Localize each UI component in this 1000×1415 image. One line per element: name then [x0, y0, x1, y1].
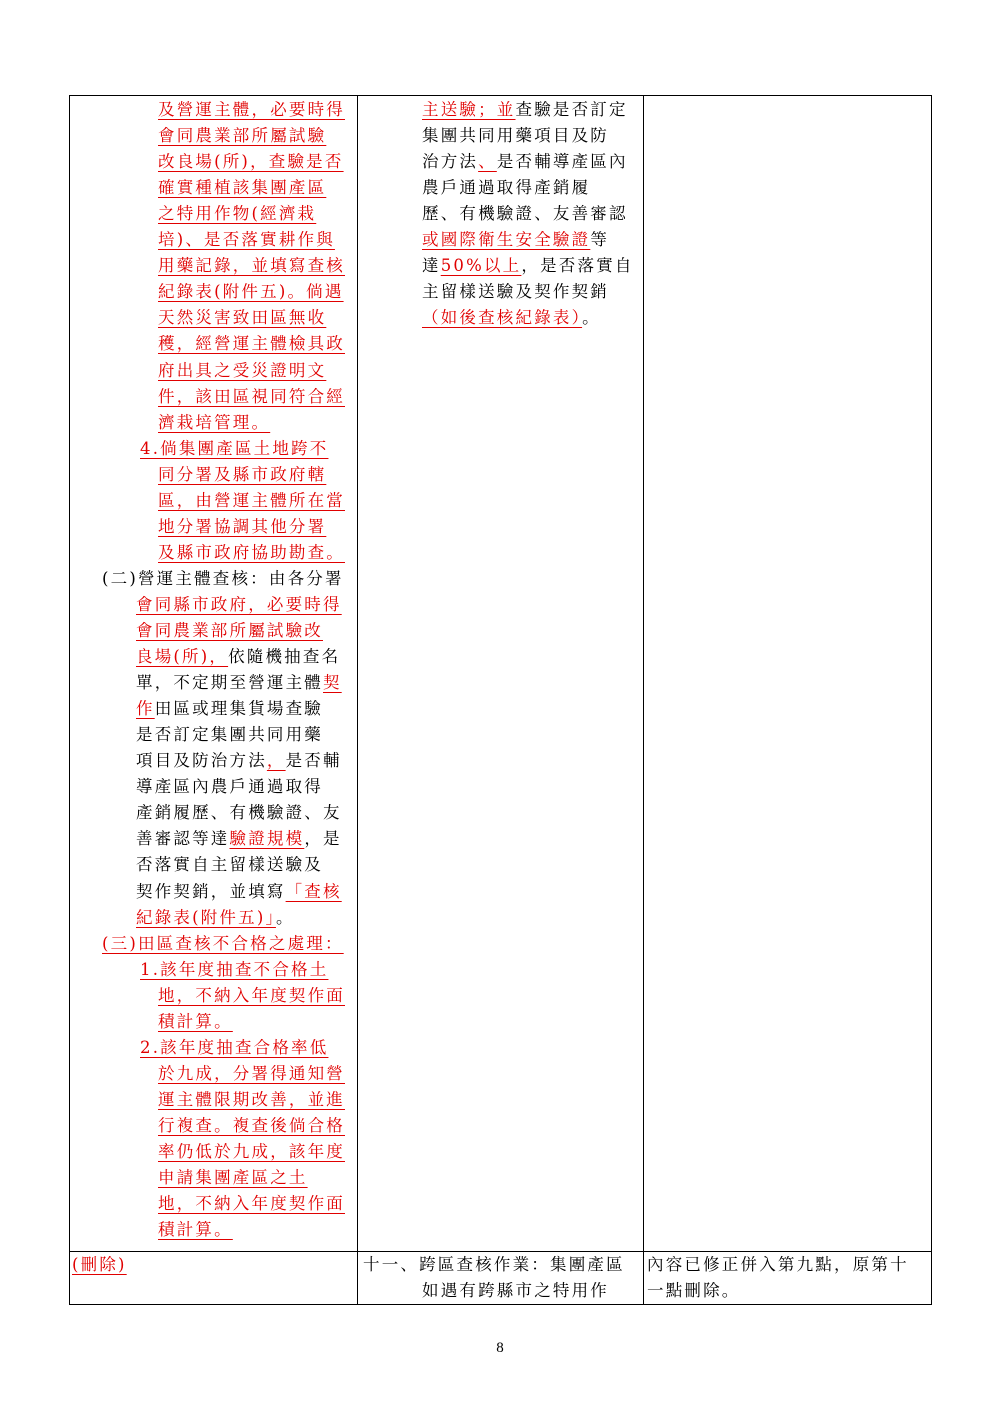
col2-line: [422, 227, 609, 253]
text: 如遇有跨縣市之特用作: [422, 1281, 609, 1300]
revised-text: (三)田區查核不合格之處理：: [102, 933, 344, 953]
revised-text: 及縣市政府協助勘查。: [158, 542, 345, 562]
row2-col3-line: [647, 1252, 909, 1278]
text: 查驗是否訂定: [515, 100, 628, 119]
col1-line: [158, 1139, 345, 1165]
col1-line: [158, 279, 344, 305]
revised-text: 契: [323, 673, 342, 693]
text: 契作契銷，並填寫: [136, 881, 286, 901]
text: (二)營運主體查核：由各分署: [102, 568, 344, 588]
col2-line: [422, 253, 634, 279]
revised-text: 培)、是否落實耕作與: [158, 230, 335, 250]
text: 主留樣送驗及契作契銷: [422, 282, 609, 302]
text: 善審認等達: [136, 829, 230, 849]
revised-text: 地分署協調其他分署: [158, 516, 327, 536]
text: 集團共同用藥項目及防: [422, 126, 609, 146]
revised-text: 改良場(所)，查驗是否: [158, 152, 344, 172]
revised-text: 府出具之受災證明文: [158, 360, 327, 380]
text: 。: [582, 308, 601, 328]
col2-line: [422, 201, 628, 227]
revised-text: 紀錄表(附件五)」: [136, 907, 276, 927]
revised-text: 50%以上: [440, 256, 522, 276]
col1-line: [136, 800, 342, 826]
col1-line: [158, 1217, 233, 1243]
row2-col3-line: [647, 1278, 741, 1304]
revised-text: 作: [136, 699, 155, 719]
col1-line: [158, 123, 326, 149]
revised-text: 確實種植該集團產區: [158, 178, 327, 198]
col2-line: [422, 175, 590, 201]
col1-line: [136, 748, 342, 774]
col1-line: [158, 358, 326, 384]
text: 十一、跨區查核作業：集團產區: [363, 1255, 625, 1274]
col1-line: [158, 331, 345, 357]
col1-line: [158, 488, 345, 514]
col1-line: [158, 149, 344, 175]
revised-text: 率仍低於九成，該年度: [158, 1142, 345, 1161]
revised-text: 地，不納入年度契作面: [158, 985, 345, 1005]
revised-text: 會同農業部所屬試驗改: [136, 621, 323, 640]
col1-line: [140, 436, 328, 462]
revised-text: 件，該田區視同符合經: [158, 386, 345, 406]
row2-col2-line: [422, 1278, 609, 1304]
revised-text: 同分署及縣市政府轄: [158, 464, 327, 484]
revised-text: 驗證規模: [229, 829, 305, 849]
text: 是否訂定集團共同用藥: [136, 725, 323, 745]
revised-text: 主送驗；並: [422, 100, 516, 119]
col2-line: [422, 123, 609, 149]
revised-text: ，: [266, 751, 286, 771]
revised-text: 之特用作物(經濟栽: [158, 204, 317, 224]
revised-text: 良場(所)，: [136, 647, 229, 667]
column-divider-2: [643, 96, 644, 1304]
text: 項目及防治方法: [136, 751, 267, 771]
col1-line: [158, 253, 345, 279]
text: 單，不定期至營運主體: [136, 673, 323, 693]
col2-line: [422, 149, 628, 175]
page-number: 8: [496, 1340, 504, 1356]
col1-line: [140, 1035, 328, 1061]
col1-line: [158, 305, 326, 331]
col1-line: [158, 227, 335, 253]
col1-line: [158, 97, 345, 123]
col1-line: [136, 774, 323, 800]
text: 是否輔: [285, 751, 342, 771]
col1-line: [136, 905, 295, 931]
column-divider-1: [357, 96, 358, 1304]
text: ，是否落實自: [521, 256, 634, 276]
col1-line: [136, 722, 323, 748]
col2-line: [422, 97, 628, 123]
text: 一點刪除。: [647, 1281, 741, 1300]
col1-line: [158, 983, 345, 1009]
col1-line: [136, 879, 342, 905]
text: 依隨機抽查名: [228, 647, 341, 667]
revised-text: 地，不納入年度契作面: [158, 1194, 345, 1214]
text: 達: [422, 256, 441, 276]
row2-col2-line: [363, 1252, 625, 1278]
col1-line: [158, 1009, 233, 1035]
revised-text: 於九成，分署得通知營: [158, 1063, 345, 1083]
text: ，是: [304, 829, 342, 849]
col1-line: [158, 410, 270, 436]
col1-line: [158, 1191, 345, 1217]
revised-text: 區，由營運主體所在當: [158, 490, 345, 510]
text: 農戶通過取得產銷履: [422, 178, 591, 198]
text: 是否輔導產區內: [496, 152, 628, 172]
col1-line: [158, 175, 326, 201]
revised-text: 會同農業部所屬試驗: [158, 126, 327, 146]
col1-line: [136, 696, 323, 722]
revised-text: 穫，經營運主體檢具政: [158, 334, 345, 354]
revised-text: 濟栽培管理。: [158, 412, 271, 432]
col1-line: [102, 931, 344, 957]
text: 否落實自主留樣送驗及: [136, 855, 323, 875]
revised-text: 積計算。: [158, 1220, 233, 1240]
revised-text: 天然災害致田區無收: [158, 308, 327, 328]
text: 導產區內農戶通過取得: [136, 777, 323, 797]
revised-text: 紀錄表(附件五)。倘遇: [158, 282, 344, 302]
revised-text: 「查核: [285, 881, 342, 901]
text: 內容已修正併入第九點，原第十: [647, 1255, 909, 1274]
revised-text: （如後查核紀錄表）: [422, 308, 583, 328]
col1-line: [136, 618, 323, 644]
col1-line: [158, 384, 345, 410]
col1-line: [158, 201, 316, 227]
col1-line: [158, 1113, 345, 1139]
col1-line: [158, 1165, 308, 1191]
col1-line: [158, 514, 326, 540]
col1-line: [158, 462, 326, 488]
col1-line: [102, 566, 344, 592]
revised-text: 或國際衛生安全驗證: [422, 230, 591, 250]
revised-text: 運主體限期改善，並進: [158, 1089, 345, 1109]
text: 。: [275, 907, 295, 927]
col1-line: [158, 1061, 345, 1087]
col2-line: [422, 305, 601, 331]
col1-line: [158, 540, 345, 566]
col1-line: [136, 644, 340, 670]
revised-text: 2.該年度抽查合格率低: [140, 1037, 329, 1057]
revised-text: 積計算。: [158, 1011, 233, 1031]
col1-line: [140, 957, 328, 983]
col1-line: [136, 852, 323, 878]
revised-text: (刪除): [72, 1255, 127, 1274]
revised-text: 及營運主體，必要時得: [158, 100, 345, 119]
revised-text: 行複查。複查後倘合格: [158, 1115, 345, 1135]
revised-text: 1.該年度抽查不合格土: [140, 959, 329, 979]
col1-line: [158, 1087, 345, 1113]
revised-text: 會同縣市政府，必要時得: [136, 594, 342, 614]
col2-line: [422, 279, 609, 305]
text: 田區或理集貨場查驗: [154, 699, 324, 719]
text: 治方法: [422, 152, 479, 172]
col1-line: [136, 670, 342, 696]
revised-text: 4.倘集團產區土地跨不: [140, 438, 329, 458]
col1-line: [136, 592, 342, 618]
text: 等: [590, 230, 610, 250]
col1-line: [136, 826, 342, 852]
text: 歷、有機驗證、友善審認: [422, 204, 628, 224]
revised-text: 申請集團產區之土: [158, 1168, 308, 1188]
revised-text: 用藥記錄，並填寫查核: [158, 256, 345, 276]
row2-col1-line: [72, 1252, 127, 1278]
revised-text: 、: [478, 152, 497, 172]
text: 產銷履歷、有機驗證、友: [136, 803, 342, 823]
